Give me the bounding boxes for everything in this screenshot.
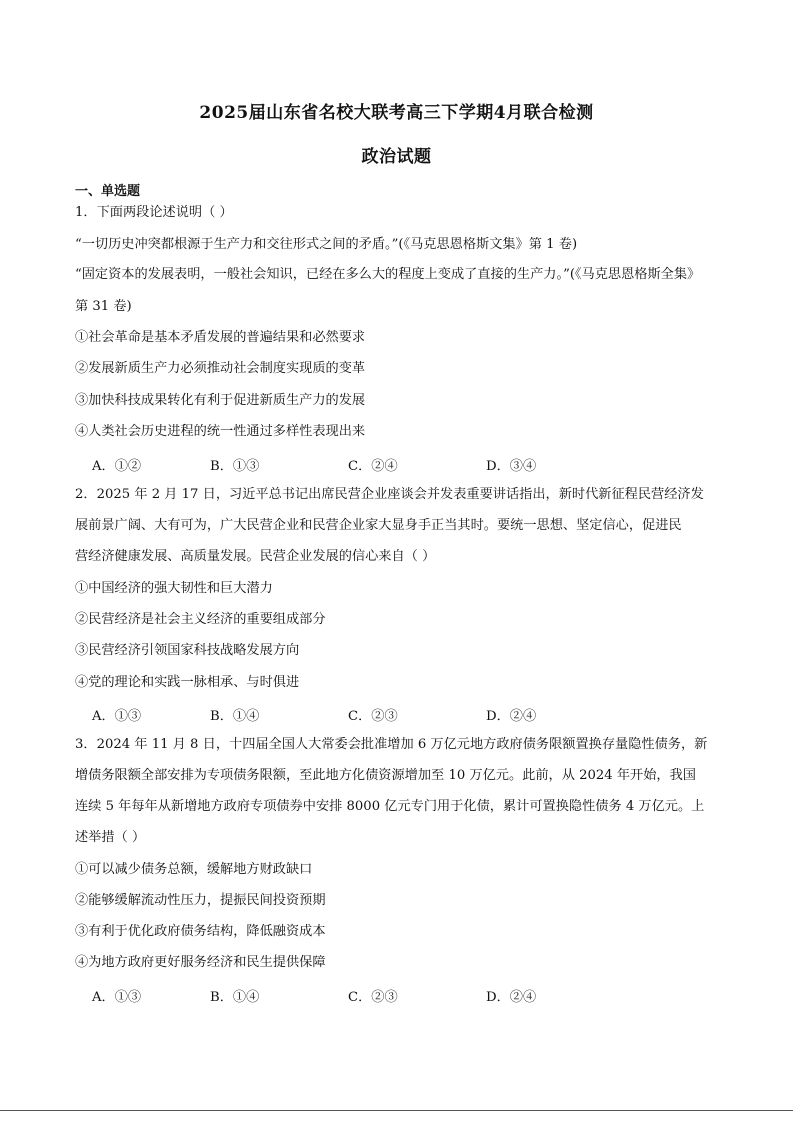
question-2-statement-2: ②民营经济是社会主义经济的重要组成部分 (75, 612, 326, 627)
question-1-statement-2: ②发展新质生产力必须推动社会制度实现质的变革 (75, 361, 366, 376)
question-2-statement-3: ③民营经济引领国家科技战略发展方向 (75, 643, 300, 658)
question-1-statement-4: ④人类社会历史进程的统一性通过多样性表现出来 (75, 424, 366, 439)
question-3-stem-1: 3．2024 年 11 月 8 日，十四届全国人大常委会批准增加 6 万亿元地方政府债务限额置换存量隐性债务，新 (75, 737, 708, 752)
question-3-stem-4: 述举措（ ） (75, 830, 146, 845)
question-1-option-b[interactable]: B．①③ (210, 459, 260, 474)
question-3-option-b[interactable]: B．①④ (210, 990, 260, 1005)
question-1-option-c[interactable]: C．②④ (348, 459, 398, 474)
question-2-statement-1: ①中国经济的强大韧性和巨大潜力 (75, 581, 273, 596)
question-1-option-d[interactable]: D．③④ (486, 459, 537, 474)
question-2-stem-1: 2．2025 年 2 月 17 日，习近平总书记出席民营企业座谈会并发表重要讲话指出，新时代新征程民营经济发 (75, 487, 704, 502)
question-1-stem: 1．下面两段论述说明（ ） (75, 205, 233, 220)
question-3-statement-3: ③有利于优化政府债务结构，降低融资成本 (75, 924, 326, 939)
question-3-statement-2: ②能够缓解流动性压力，提振民间投资预期 (75, 893, 326, 908)
question-3-statement-4: ④为地方政府更好服务经济和民生提供保障 (75, 955, 326, 970)
question-3-stem-2: 增债务限额全部安排为专项债务限额，至此地方化债资源增加至 10 万亿元。此前，从 2024 年开始，我国 (75, 768, 696, 783)
question-1-quote-2-cont: 第 31 卷) (75, 299, 132, 314)
page-title: 2025届山东省名校大联考高三下学期4月联合检测 (199, 103, 594, 123)
question-1-quote-1: “一切历史冲突都根源于生产力和交往形式之间的矛盾。”(《马克思恩格斯文集》第 1 卷) (75, 237, 578, 252)
page-bottom-divider (0, 1110, 793, 1111)
question-1-statement-1: ①社会革命是基本矛盾发展的普遍结果和必然要求 (75, 330, 366, 345)
question-2-stem-2: 展前景广阔、大有可为，广大民营企业和民营企业家大显身手正当其时。要统一思想、坚定信心，促进民 (75, 518, 682, 533)
question-3-option-a[interactable]: A．①③ (92, 990, 142, 1005)
section-title: 一、单选题 (75, 184, 141, 199)
question-2-option-a[interactable]: A．①③ (92, 709, 142, 724)
question-2-option-b[interactable]: B．①④ (210, 709, 260, 724)
question-2-stem-3: 营经济健康发展、高质量发展。民营企业发展的信心来自（ ） (75, 549, 436, 564)
question-1-quote-2: “固定资本的发展表明，一般社会知识，已经在多么大的程度上变成了直接的生产力。”(《马克思恩格斯全集》 (75, 267, 701, 282)
question-3-option-d[interactable]: D．②④ (486, 990, 537, 1005)
question-2-statement-4: ④党的理论和实践一脉相承、与时俱进 (75, 675, 300, 690)
question-3-option-c[interactable]: C．②③ (348, 990, 398, 1005)
question-3-stem-3: 连续 5 年每年从新增地方政府专项债券中安排 8000 亿元专门用于化债，累计可置换隐性债务 4 万亿元。上 (75, 799, 705, 814)
question-2-option-d[interactable]: D．②④ (486, 709, 537, 724)
question-2-option-c[interactable]: C．②③ (348, 709, 398, 724)
question-1-statement-3: ③加快科技成果转化有利于促进新质生产力的发展 (75, 393, 366, 408)
page-subtitle: 政治试题 (361, 147, 432, 167)
question-3-statement-1: ①可以减少债务总额，缓解地方财政缺口 (75, 862, 313, 877)
question-1-option-a[interactable]: A．①② (92, 459, 142, 474)
